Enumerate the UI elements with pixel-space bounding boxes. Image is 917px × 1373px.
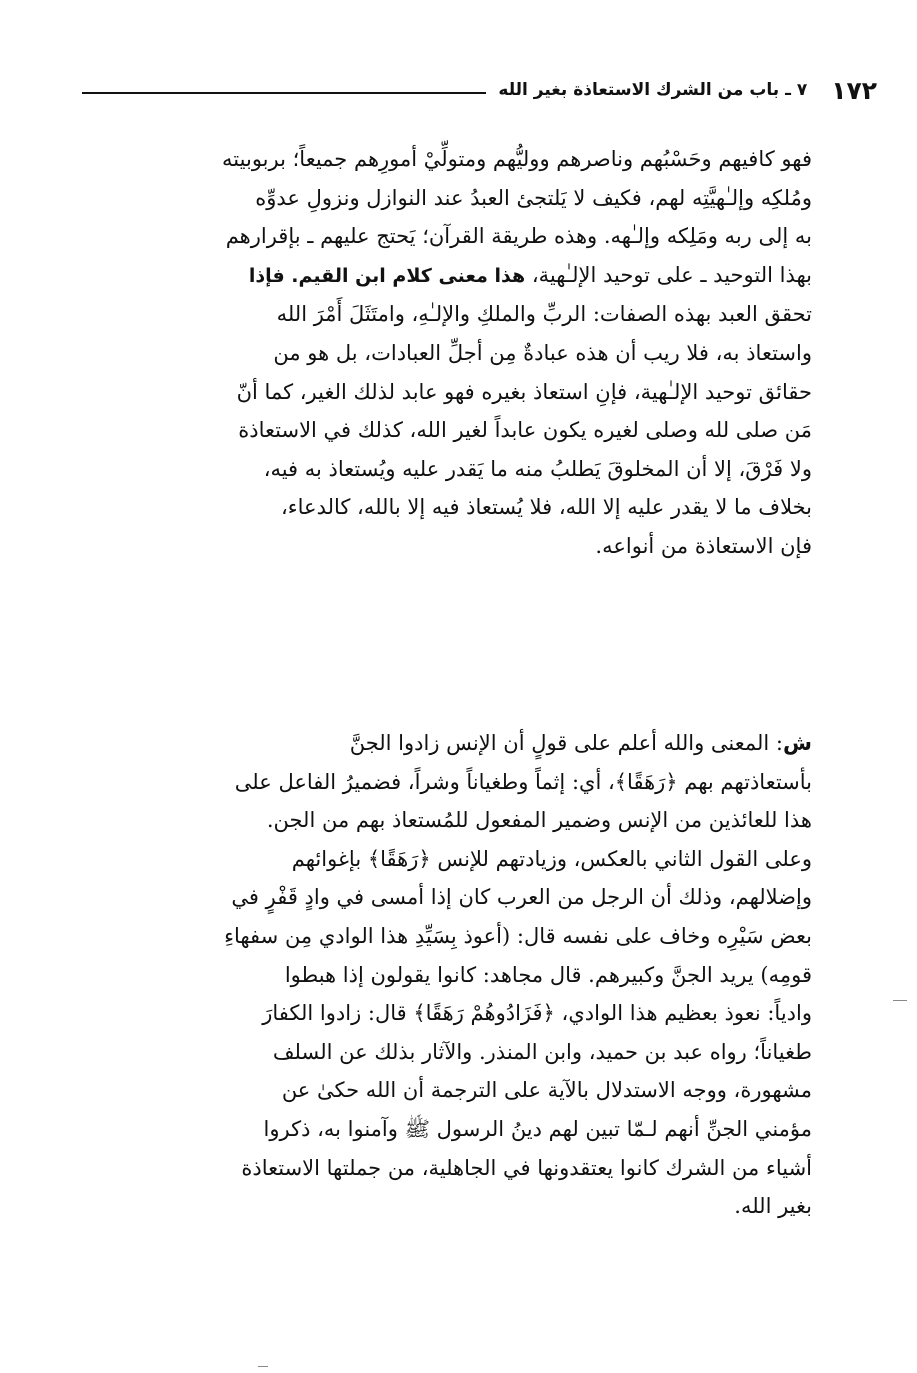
text-line: أشياء من الشرك كانوا يعتقدونها في الجاهلية، من جملتها الاستعاذة bbox=[241, 1155, 812, 1180]
text-line: مشهورة، ووجه الاستدلال بالآية على الترجمة أن الله حكىٰ عن bbox=[281, 1078, 812, 1103]
text-line: هذا للعائذين من الإنس وضمير المفعول للمُستعاذ بهم من الجن. bbox=[266, 808, 812, 833]
page-header bbox=[82, 70, 877, 110]
text-line: حقائق توحيد الإلـٰهية، فإنِ استعاذ بغيره فهو عابد لذلك الغير، كما أنّ bbox=[236, 379, 812, 404]
paragraph-1 bbox=[82, 140, 812, 566]
page-number: ١٧٢ bbox=[831, 75, 877, 105]
text-line: به إلى ربه ومَلِكه وإلـٰهه. وهذه طريقة القرآن؛ يَحتج عليهم ـ بإقرارهم bbox=[225, 224, 812, 249]
text-line: قومِه) يريد الجنَّ وكبيرهم. قال مجاهد: كانوا يقولون إذا هبطوا bbox=[284, 962, 812, 987]
header-rule bbox=[82, 92, 486, 94]
text-line: بغير الله. bbox=[734, 1194, 812, 1219]
bold-phrase: هذا معنى كلام ابن القيم. فإذا bbox=[248, 264, 526, 287]
text-run: : المعنى والله أعلم على قولٍ أن الإنس زادوا الجنَّ bbox=[349, 731, 784, 755]
text-line: وعلى القول الثاني بالعكس، وزيادتهم للإنس ﴿رَهَقًا﴾ بإغوائهم bbox=[291, 846, 812, 871]
text-line: مَن صلى لله وصلى لغيره يكون عابداً لغير الله، كذلك في الاستعاذة bbox=[238, 418, 812, 443]
text-line: واستعاذ به، فلا ريب أن هذه عبادةٌ مِن أجلِّ العبادات، بل هو من bbox=[273, 340, 812, 365]
text-line: بأستعاذتهم بهم ﴿رَهَقًا﴾، أي: إثماً وطغياناً وشراً، فضميرُ الفاعل على bbox=[234, 769, 812, 794]
text-line: ولا فَرْقَ، إلا أن المخلوقَ يَطلبُ منه ما يَقدر عليه ويُستعاذ به فيه، bbox=[263, 456, 812, 481]
text-line: مؤمني الجنِّ أنهم لـمّا تبين لهم دينُ الرسول ﷺ وآمنوا به، ذكروا bbox=[263, 1116, 812, 1141]
text-line: فإن الاستعاذة من أنواعه. bbox=[595, 533, 812, 558]
text-line: طغياناً؛ رواه عبد بن حميد، وابن المنذر. والآثار بذلك عن السلف bbox=[272, 1039, 812, 1064]
text-run: بهذا التوحيد ـ على توحيد الإلـٰهية، bbox=[531, 262, 812, 287]
text-line: فهو كافيهم وحَسْبُهم وناصرهم ووليُّهم ومتولِّيْ أمورِهم جميعاً؛ بربوبيته bbox=[222, 147, 812, 171]
commentary-marker: ش bbox=[783, 731, 812, 755]
scan-margin-mark bbox=[893, 1000, 907, 1001]
scan-margin-mark bbox=[258, 1366, 268, 1367]
text-line: وإضلالهم، وذلك أن الرجل من العرب كان إذا أمسى في وادٍ قَفْرٍ في bbox=[231, 885, 812, 910]
running-title: ٧ ـ باب من الشرك الاستعاذة بغير الله bbox=[498, 80, 808, 100]
text-line: بعض سَيْرِه وخاف على نفسه قال: (أعوذ بِسَيِّدِ هذا الوادي مِن سفهاءِ bbox=[224, 923, 812, 948]
text-line-with-marker bbox=[82, 724, 812, 763]
text-line: تحقق العبد بهذه الصفات: الربِّ والملكِ والإلـٰهِ، وامتَثَلَ أَمْرَ الله bbox=[276, 302, 812, 327]
text-line: وادياً: نعوذ بعظيم هذا الوادي، ﴿فَزَادُوهُمْ رَهَقًا﴾ قال: زادوا الكفارَ bbox=[262, 1001, 812, 1026]
text-line-with-bold bbox=[82, 256, 812, 296]
text-line: ومُلكِه وإلـٰهيَّتِه لهم، فكيف لا يَلتجئ العبدُ عند النوازل ونزولِ عدوِّه bbox=[255, 185, 812, 210]
paragraph-2 bbox=[82, 724, 812, 1226]
text-line: بخلاف ما لا يقدر عليه إلا الله، فلا يُستعاذ فيه إلا بالله، كالدعاء، bbox=[280, 495, 812, 520]
